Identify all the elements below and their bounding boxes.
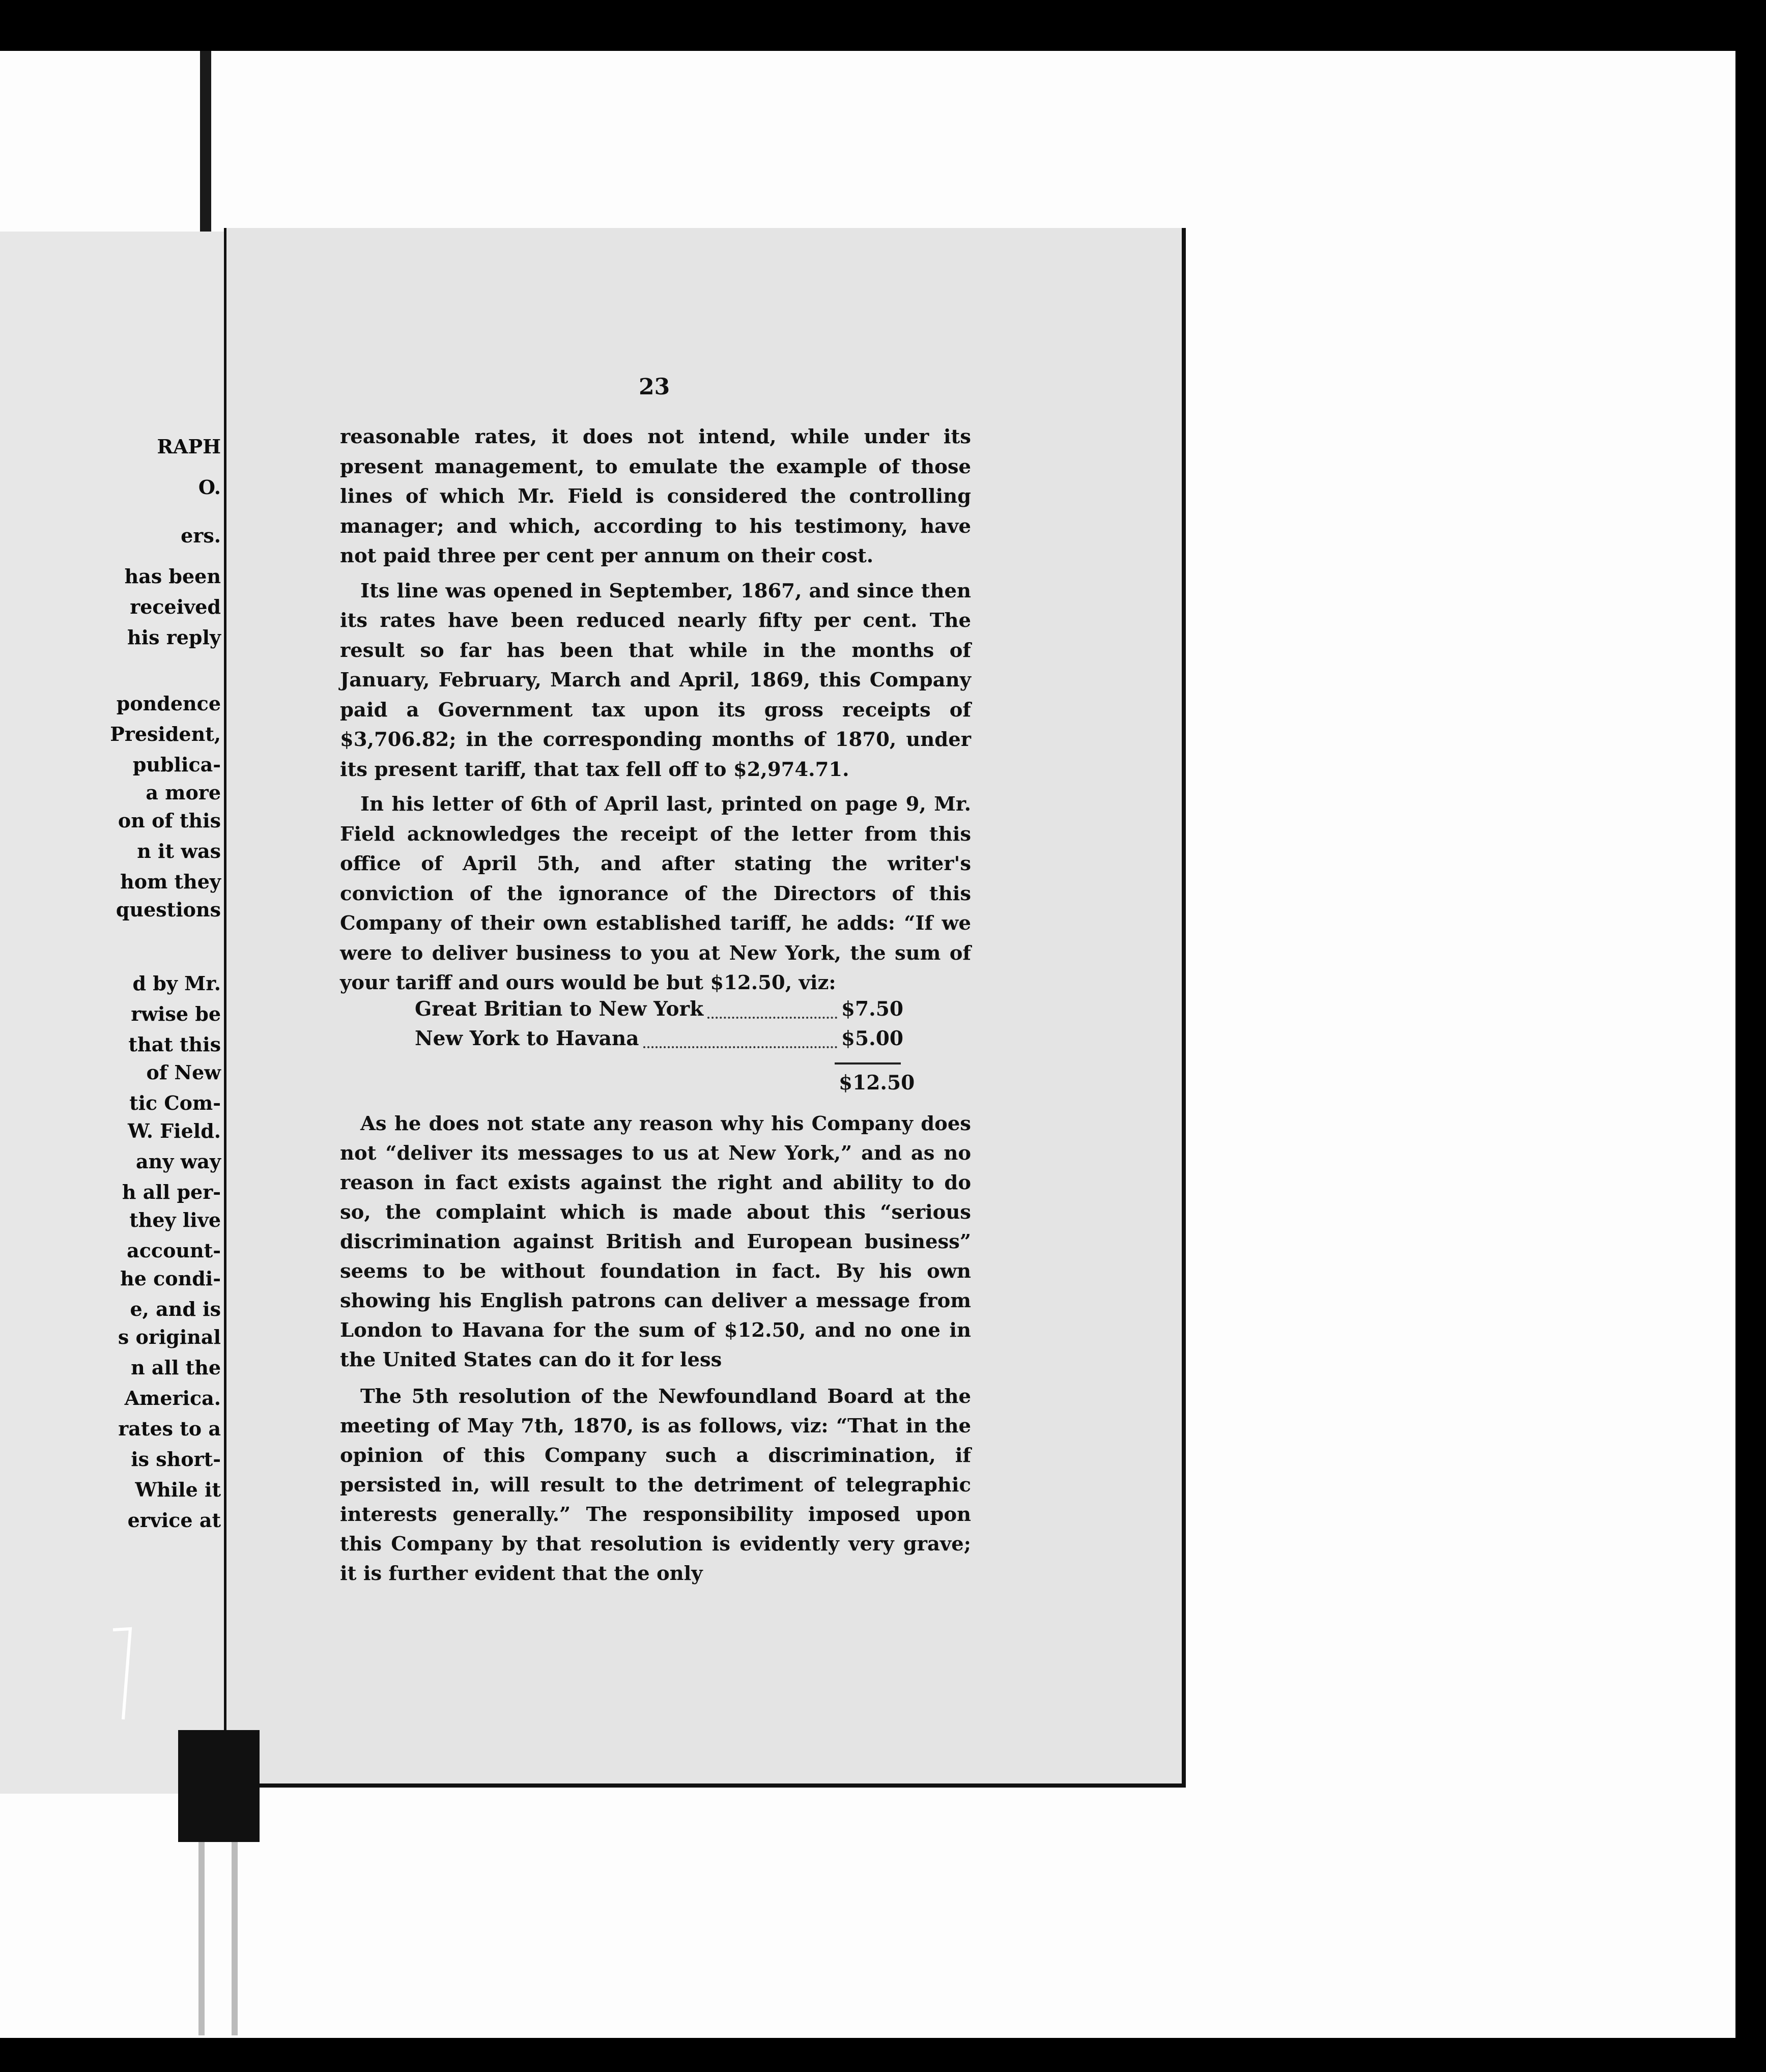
left-line: hom they [120, 870, 221, 893]
left-line: s original [118, 1326, 221, 1348]
binding-strip-bottom [178, 1730, 260, 1842]
left-line: d by Mr. [132, 972, 221, 995]
page-number: 23 [639, 374, 670, 400]
left-line: O. [198, 476, 221, 499]
paragraph: As he does not state any reason why his Company does not “deliver its messages to us at New York,” and as no reason in fact exists against the right and ability to do so, the complaint which is made about this “serious discrimination against British and European business” seems to be without foundation in fact. By his own showing his English patrons can deliver a message from London to Havana for the sum of $12.50, and no one in the United States can do it for less [340, 1112, 971, 1371]
paragraph: The 5th resolution of the Newfoundland Board at the meeting of May 7th, 1870, is as follows, viz: “That in the opinion of this Company such a discrimination, if persisted in, will result to the detriment of telegraphic interests generally.” The responsibility imposed upon this Company by that resolution is evidently very grave; it is further evident that the only [340, 1385, 971, 1585]
left-line: questions [116, 898, 221, 921]
left-line: is short- [131, 1448, 221, 1471]
tariff-row [415, 1027, 903, 1056]
tariff-total: $12.50 [839, 1071, 915, 1095]
tariff-row [415, 997, 903, 1027]
left-line: he condi- [120, 1267, 221, 1290]
tariff-label: Great Britian to New York [415, 997, 704, 1021]
tariff-amount: $5.00 [841, 1027, 903, 1050]
left-line: that this [128, 1033, 221, 1056]
tariff-amount: $7.50 [841, 997, 903, 1021]
left-line: any way [136, 1150, 221, 1173]
left-line: of New [146, 1061, 221, 1084]
left-line: pondence [116, 692, 221, 715]
left-line: n all the [131, 1356, 221, 1379]
sum-rule [835, 1062, 901, 1064]
left-line: a more [146, 781, 221, 804]
leader-dots [643, 1027, 837, 1048]
paragraph: reasonable rates, it does not intend, while under its present management, to emulate the example of those lines of which Mr. Field is considered the controlling manager; and which, according to his testimony, have not paid three per cent per annum on their cost. [340, 425, 971, 567]
left-line: America. [124, 1387, 221, 1409]
left-line: n it was [137, 840, 221, 862]
binding-thread [198, 1842, 205, 2035]
left-line: ers. [181, 524, 221, 547]
leader-dots [707, 997, 837, 1019]
left-line: h all per- [122, 1181, 221, 1203]
left-line: e, and is [130, 1298, 221, 1320]
body-text-upper [340, 422, 971, 1003]
left-page [0, 232, 224, 1794]
body-text-lower [340, 1109, 971, 1596]
tariff-table [415, 997, 903, 1056]
left-line: account- [127, 1239, 221, 1262]
pen-annotation-seven [112, 1626, 132, 1722]
left-line: has been [124, 565, 221, 588]
left-line: rates to a [118, 1417, 221, 1440]
left-line: ervice at [127, 1509, 221, 1532]
left-line: rwise be [131, 1002, 221, 1025]
tariff-label: New York to Havana [415, 1027, 639, 1050]
left-line: they live [129, 1208, 221, 1231]
left-line: tic Com- [129, 1091, 221, 1114]
left-line: W. Field. [127, 1119, 221, 1142]
left-line: publica- [132, 753, 221, 776]
paragraph: In his letter of 6th of April last, printed on page 9, Mr. Field acknowledges the receipt of the letter from this office of April 5th, and after stating the writer's conviction of the ignorance of the Directors of this Company of their own established tariff, he adds: “If we were to deliver business to you at New York, the sum of your tariff and ours would be but $12.50, viz: [340, 793, 971, 994]
left-line: While it [135, 1478, 221, 1501]
left-line: received [130, 595, 221, 618]
left-line: on of this [118, 809, 221, 832]
left-line: his reply [127, 626, 221, 649]
binding-thread [232, 1842, 238, 2035]
left-line: President, [110, 723, 221, 745]
left-line: RAPH [157, 435, 221, 458]
binding-strip-top [200, 51, 211, 234]
paragraph: Its line was opened in September, 1867, and since then its rates have been reduced nearly fifty per cent. The result so far has been that while in the months of January, February, March and April, 1869, this Company paid a Government tax upon its gross receipts of $3,706.82; in the corresponding months of 1870, under its present tariff, that tax fell off to $2,974.71. [340, 579, 971, 781]
